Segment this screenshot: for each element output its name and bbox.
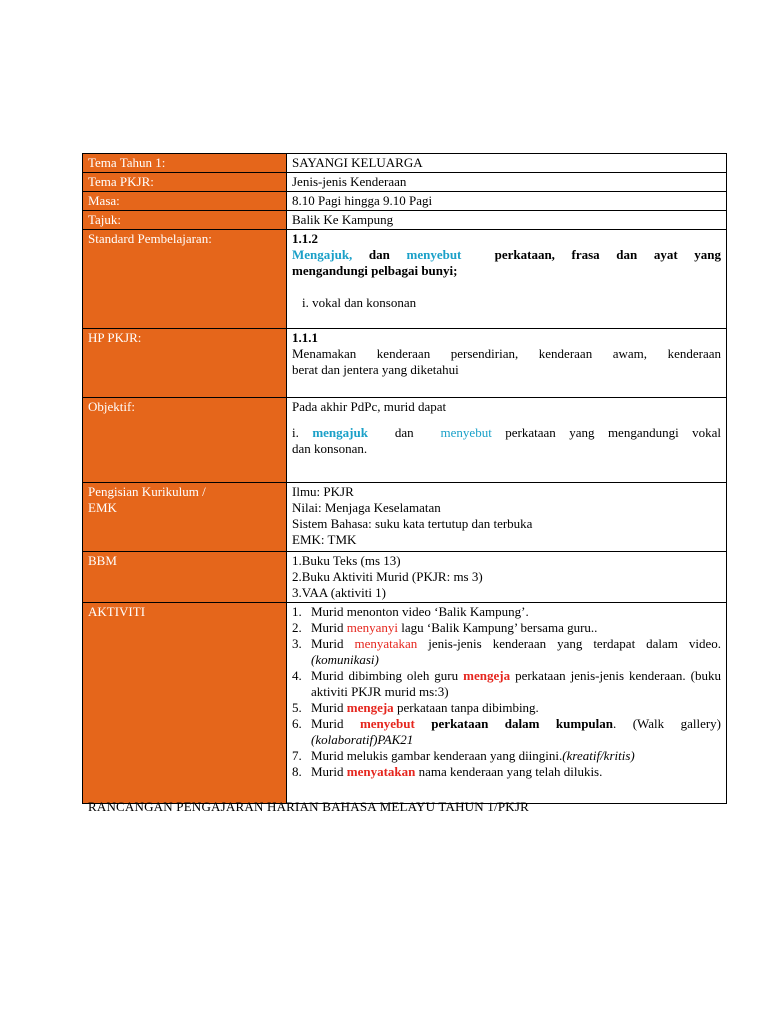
item-number: 5.	[292, 700, 302, 715]
value-tema-pkjr: Jenis-jenis Kenderaan	[287, 173, 727, 192]
standard-sub: i. vokal dan konsonan	[302, 295, 417, 310]
keyword-red: menyatakan	[354, 636, 418, 651]
kurikulum-line: Sistem Bahasa: suku kata tertutup dan terbuka	[292, 516, 533, 531]
list-item	[292, 668, 721, 700]
value-standard	[287, 230, 727, 329]
item-text: Murid	[311, 636, 344, 651]
item-text: . (Walk gallery)	[613, 716, 722, 731]
value-hp-pkjr	[287, 329, 727, 398]
item-number: 8.	[292, 764, 302, 779]
item-text: nama kenderaan yang telah dilukis.	[418, 764, 603, 779]
item-text: Murid menonton video ‘Balik Kampung’.	[311, 604, 529, 619]
kw-menyebut: menyebut	[406, 247, 462, 262]
value-tema-tahun: SAYANGI KELUARGA	[287, 154, 727, 173]
hp-line1: Menamakan kenderaan persendirian, kenderaan awam, kenderaan	[292, 346, 721, 361]
label-bbm: BBM	[83, 552, 287, 603]
row-tema-tahun	[83, 154, 727, 173]
item-text: perkataan tanpa dibimbing.	[396, 700, 539, 715]
bbm-line: 1.Buku Teks (ms 13)	[292, 553, 401, 568]
value-bbm	[287, 552, 727, 603]
value-tajuk: Balik Ke Kampung	[287, 211, 727, 230]
list-item	[292, 764, 721, 780]
kw-obj-menyebut: menyebut	[440, 425, 492, 440]
kurikulum-line: Nilai: Menjaga Keselamatan	[292, 500, 441, 515]
document-footer: RANCANGAN PENGAJARAN HARIAN BAHASA MELAYU TAHUN 1/PKJR	[88, 799, 529, 814]
keyword-red: menyatakan	[346, 764, 416, 779]
hp-line2: berat dan jentera yang diketahui	[292, 362, 459, 377]
row-aktiviti	[83, 603, 727, 804]
item-text: Murid	[311, 700, 344, 715]
item-text: Murid	[311, 716, 344, 731]
list-item	[292, 604, 721, 620]
label-kurikulum-1: Pengisian Kurikulum /	[88, 484, 206, 499]
label-kurikulum-2: EMK	[88, 500, 117, 515]
objektif-line2: dan konsonan.	[292, 441, 368, 456]
item-text: Murid	[311, 620, 344, 635]
label-tema-pkjr: Tema PKJR:	[83, 173, 287, 192]
label-hp-pkjr: HP PKJR:	[83, 329, 287, 398]
keyword-red: menyebut	[359, 716, 415, 731]
label-aktiviti: AKTIVITI	[83, 603, 287, 804]
item-text: Murid dibimbing oleh guru	[311, 668, 459, 683]
objektif-rest: perkataan yang mengandungi vokal	[505, 425, 722, 440]
objektif-pre: i.	[292, 425, 299, 440]
item-text: Murid melukis gambar kenderaan yang diingini.	[311, 748, 563, 763]
list-item	[292, 748, 721, 764]
item-tag: (kolaboratif)PAK21	[311, 732, 414, 747]
row-kurikulum	[83, 483, 727, 552]
kw-obj-dan: dan	[394, 425, 414, 440]
label-standard: Standard Pembelajaran:	[83, 230, 287, 329]
activity-list	[292, 604, 721, 780]
label-masa: Masa:	[83, 192, 287, 211]
item-text: perkataan jenis-jenis kenderaan. (buku aktiviti PKJR murid ms:3)	[311, 668, 721, 699]
objektif-intro: Pada akhir PdPc, murid dapat	[292, 399, 447, 414]
keyword-red: menyanyi	[346, 620, 399, 635]
item-number: 6.	[292, 716, 302, 731]
hp-code: 1.1.1	[292, 330, 318, 345]
standard-code: 1.1.2	[292, 231, 318, 246]
item-number: 2.	[292, 620, 302, 635]
kurikulum-line: Ilmu: PKJR	[292, 484, 354, 499]
kw-obj-mengajuk: mengajuk	[312, 425, 368, 440]
value-kurikulum	[287, 483, 727, 552]
row-objektif	[83, 398, 727, 483]
item-tag: (komunikasi)	[311, 652, 379, 667]
bbm-line: 2.Buku Aktiviti Murid (PKJR: ms 3)	[292, 569, 483, 584]
list-item	[292, 636, 721, 668]
label-tajuk: Tajuk:	[83, 211, 287, 230]
row-masa	[83, 192, 727, 211]
kurikulum-line: EMK: TMK	[292, 532, 357, 547]
item-text: lagu ‘Balik Kampung’ bersama guru..	[401, 620, 598, 635]
row-tema-pkjr	[83, 173, 727, 192]
kw-dan: dan	[368, 247, 390, 262]
row-hp-pkjr	[83, 329, 727, 398]
value-aktiviti	[287, 603, 727, 804]
item-number: 4.	[292, 668, 302, 683]
item-bold: perkataan dalam kumpulan	[431, 716, 614, 731]
keyword-red: mengeja	[346, 700, 394, 715]
keyword-red: mengeja	[463, 668, 511, 683]
item-number: 3.	[292, 636, 302, 651]
list-item	[292, 620, 721, 636]
standard-rest1: perkataan, frasa dan ayat yang	[494, 247, 722, 262]
row-bbm	[83, 552, 727, 603]
row-tajuk	[83, 211, 727, 230]
standard-line1	[292, 247, 721, 263]
standard-line2: mengandungi pelbagai bunyi;	[292, 263, 458, 278]
item-number: 7.	[292, 748, 302, 763]
item-text: Murid	[311, 764, 344, 779]
list-item	[292, 700, 721, 716]
lesson-plan-table	[82, 153, 727, 804]
item-text: jenis-jenis kenderaan yang terdapat dalam video.	[428, 636, 722, 651]
kw-mengajuk: Mengajuk,	[292, 247, 353, 262]
label-kurikulum	[83, 483, 287, 552]
value-masa: 8.10 Pagi hingga 9.10 Pagi	[287, 192, 727, 211]
objektif-line1	[292, 425, 721, 441]
list-item	[292, 716, 721, 748]
item-number: 1.	[292, 604, 302, 619]
row-standard	[83, 230, 727, 329]
value-objektif	[287, 398, 727, 483]
bbm-line: 3.VAA (aktiviti 1)	[292, 585, 387, 600]
item-tag: (kreatif/kritis)	[562, 748, 635, 763]
label-tema-tahun: Tema Tahun 1:	[83, 154, 287, 173]
label-objektif: Objektif:	[83, 398, 287, 483]
